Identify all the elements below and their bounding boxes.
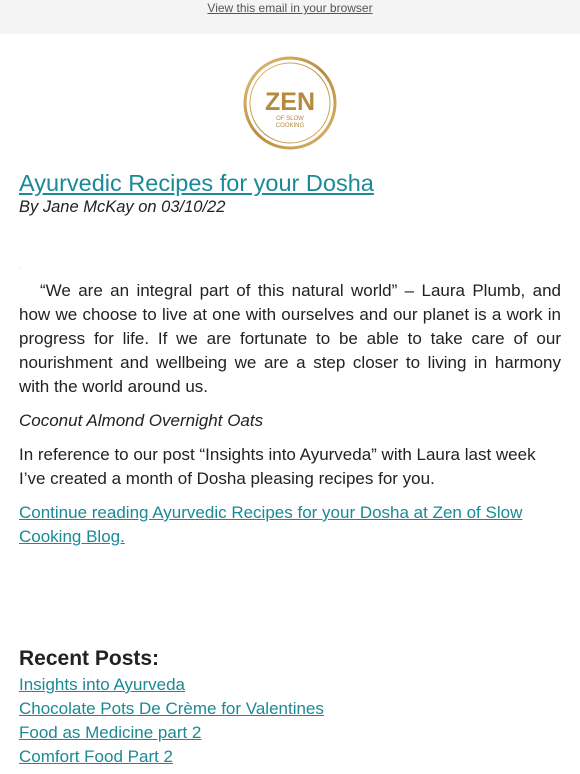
post-paragraph-2: In reference to our post “Insights into Ayurveda” with Laura last week I’ve created a month of Dosha pleasing recipes for you. <box>19 445 536 488</box>
recent-post-link[interactable]: Chocolate Pots De Crème for Valentines <box>19 699 324 718</box>
list-item <box>19 721 561 745</box>
recent-posts-list <box>19 673 561 769</box>
image-caption: Coconut Almond Overnight Oats <box>19 411 264 430</box>
logo-main-text: ZEN <box>265 88 315 116</box>
list-item <box>19 745 561 769</box>
view-in-browser-link[interactable]: View this email in your browser <box>207 1 373 15</box>
list-item <box>19 697 561 721</box>
logo-container <box>0 34 580 151</box>
post-byline: By Jane McKay on 03/10/22 <box>19 198 226 216</box>
email-body <box>0 34 580 774</box>
image-placeholder: . <box>19 264 21 270</box>
recent-post-link[interactable]: Food as Medicine part 2 <box>19 723 202 742</box>
post-content <box>0 169 580 769</box>
recent-posts-heading: Recent Posts: <box>19 647 160 670</box>
continue-reading-link[interactable]: Continue reading Ayurvedic Recipes for your Dosha at Zen of Slow Cooking Blog. <box>19 503 523 546</box>
logo-line2-text: COOKING <box>275 123 305 129</box>
top-bar <box>0 0 580 34</box>
post-title-link[interactable]: Ayurvedic Recipes for your Dosha <box>19 170 374 196</box>
list-item <box>19 673 561 697</box>
zen-logo-icon[interactable] <box>242 55 338 151</box>
recent-post-link[interactable]: Comfort Food Part 2 <box>19 747 174 766</box>
logo-line1-text: OF SLOW <box>276 116 304 122</box>
recent-post-link[interactable]: Insights into Ayurveda <box>19 675 186 694</box>
post-paragraph-1: “We are an integral part of this natural world” – Laura Plumb, and how we choose to live at one with ourselves and our planet is a work in progress for life. If we are fortunate to be able to take care of our nourishment and wellbeing we are a step closer to living in harmony with the world around us. <box>19 281 561 396</box>
